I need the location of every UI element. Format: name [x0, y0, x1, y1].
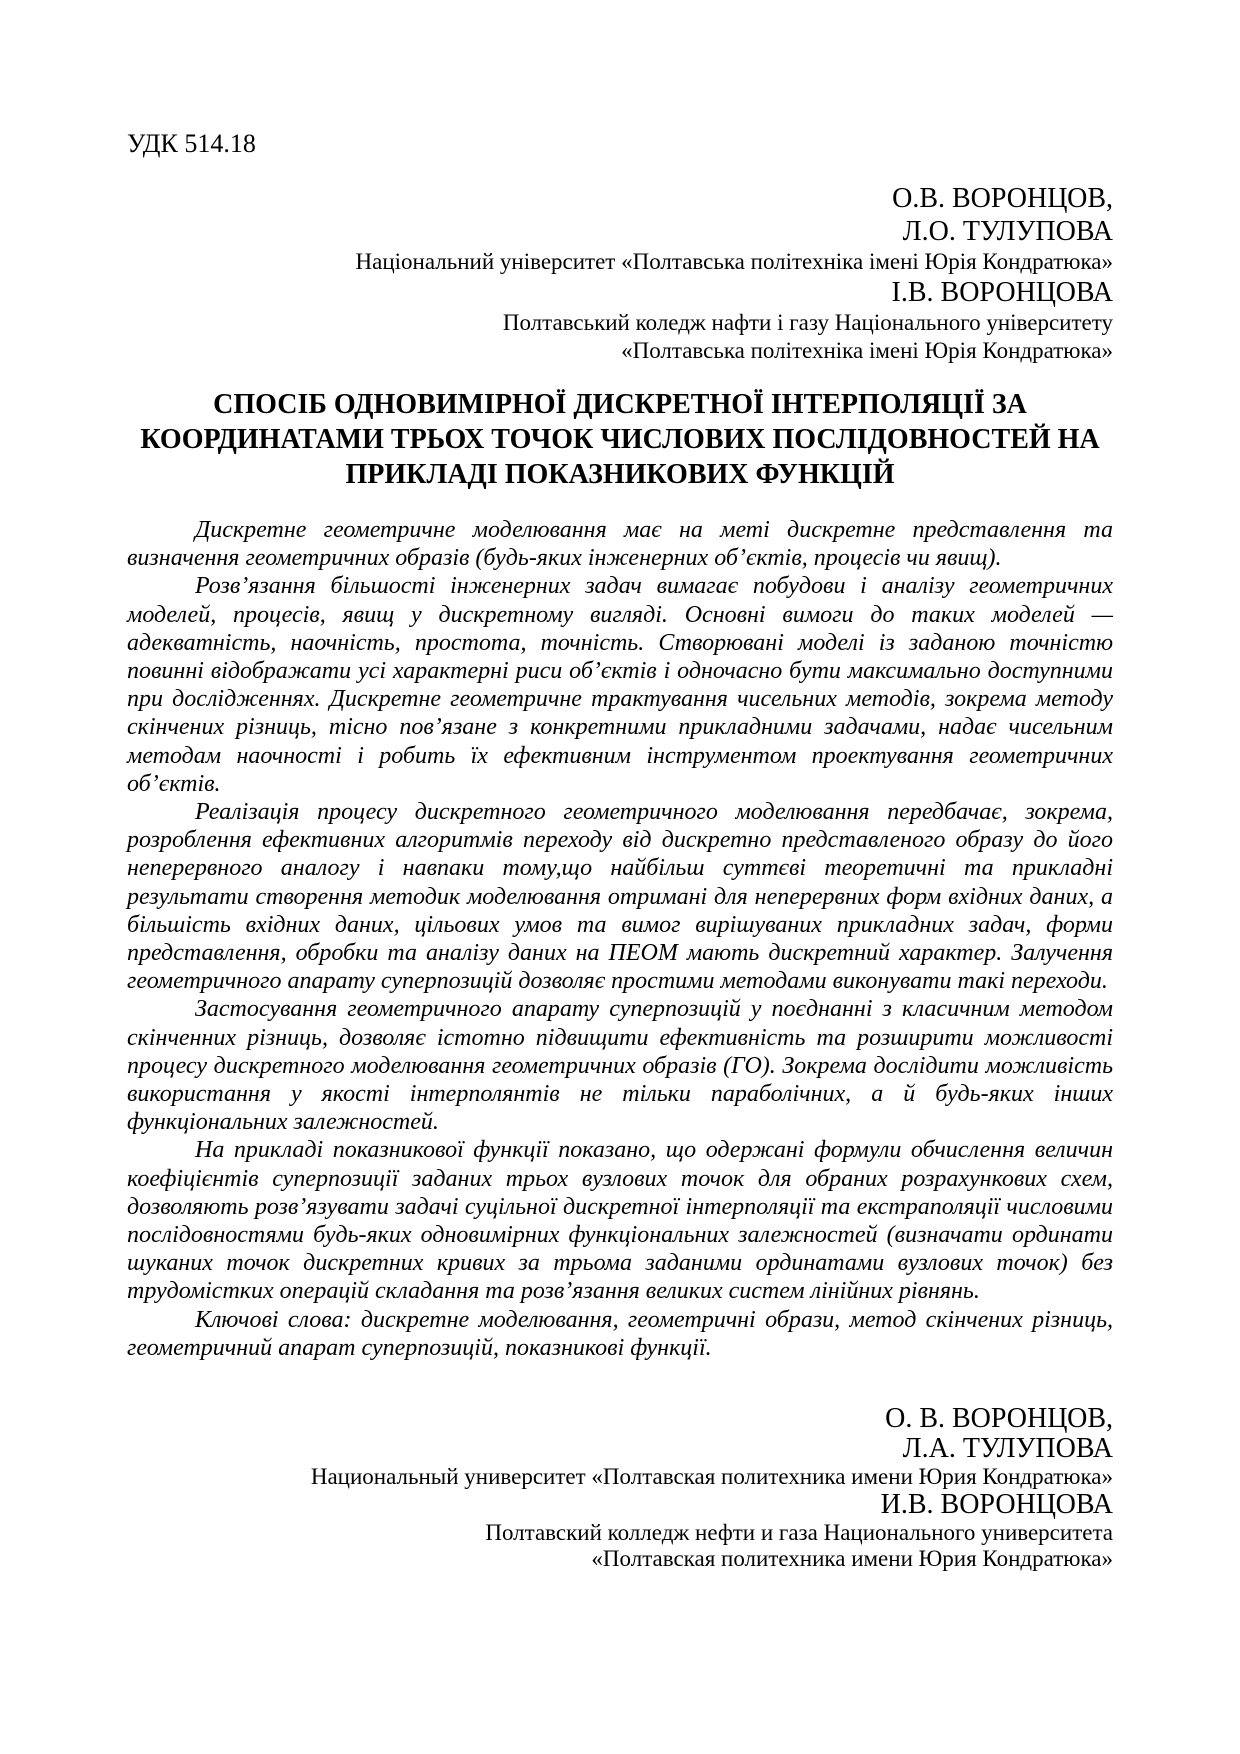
author-affiliation: «Полтавська політехніка імені Юрія Кондратюка»: [621, 338, 1113, 363]
authors-header-ukrainian: [127, 182, 1113, 365]
author-affiliation: Полтавський коледж нафти і газу Національного університету: [502, 310, 1113, 335]
author-affiliation: Национальный университет «Полтавская политехника имени Юрия Кондратюка»: [310, 1464, 1113, 1490]
abstract-paragraph: На прикладі показникової функції показано, що одержані формули обчислення величин коефіцієнтів суперпозиції заданих трьох вузлових точок для обраних розрахункових схем, дозволяють розв’язувати задачі суцільної дискретної інтерполяції та екстраполяції числовими послідовностями будь-яких одновимірних функціональних залежностей (визначати ординати шуканих точок дискретних кривих за трьома заданими ординатами вузлових точок) без трудомістких операцій складання та розв’язання великих систем лінійних рівнянь.: [127, 1137, 1113, 1305]
author-name: О.В. ВОРОНЦОВ,: [892, 183, 1113, 214]
abstract-paragraph: Розв’язання більшості інженерних задач вимагає побудови і аналізу геометричних моделей, процесів, явищ у дискретному вигляді. Основні вимоги до таких моделей — адекватність, наочність, простота, точність. Створювані моделі із заданою точністю повинні відображати усі характерні риси об’єктів і одночасно бути максимально доступними при дослідженнях. Дискретне геометричне трактування чисельних методів, зокрема методу скінчених різниць, тісно пов’язане з конкретними прикладними задачами, надає чисельним методам наочності і робить їх ефективним інструментом проектування геометричних об’єктів.: [127, 573, 1113, 797]
author-name: Л.А. ТУЛУПОВА: [902, 1433, 1113, 1465]
author-affiliation: Полтавский колледж нефти и газа Национального университета: [485, 1520, 1113, 1546]
article-title-line: КООРДИНАТАМИ ТРЬОХ ТОЧОК ЧИСЛОВИХ ПОСЛІДОВНОСТЕЙ НА: [140, 424, 1100, 455]
article-title: [127, 387, 1113, 492]
authors-footer-russian: [127, 1404, 1113, 1572]
author-name: І.В. ВОРОНЦОВА: [891, 277, 1113, 308]
author-affiliation: «Полтавская политехника имени Юрия Кондратюка»: [591, 1546, 1113, 1572]
keywords-paragraph: Ключові слова: дискретне моделювання, геометричні образи, метод скінчених різниць, геометричний апарат суперпозицій, показникові функції.: [127, 1306, 1113, 1361]
abstract-paragraph: Застосування геометричного апарату суперпозицій у поєднанні з класичним методом скінченних різниць, дозволяє істотно підвищити ефективність та розширити можливості процесу дискретного моделювання геометричних образів (ГО). Зокрема дослідити можливість використання у якості інтерполянтів не тільки параболічних, а й будь-яких інших функціональних залежностей.: [127, 996, 1113, 1136]
article-title-line: СПОСІБ ОДНОВИМІРНОЇ ДИСКРЕТНОЇ ІНТЕРПОЛЯЦІЇ ЗА: [213, 389, 1027, 420]
abstract-paragraph: Дискретне геометричне моделювання має на меті дискретне представлення та визначення геометричних образів (будь-яких інженерних об’єктів, процесів чи явищ).: [127, 517, 1113, 572]
author-affiliation: Національний університет «Полтавська політехніка імені Юрія Кондратюка»: [355, 249, 1113, 274]
article-title-line: ПРИКЛАДІ ПОКАЗНИКОВИХ ФУНКЦІЙ: [345, 459, 895, 490]
abstract: [127, 516, 1113, 1362]
author-name: И.В. ВОРОНЦОВА: [880, 1489, 1113, 1521]
author-name: Л.О. ТУЛУПОВА: [902, 216, 1113, 247]
abstract-paragraph: Реалізація процесу дискретного геометричного моделювання передбачає, зокрема, розроблення ефективних алгоритмів переходу від дискретно представленого образу до його неперервного аналогу і навпаки тому,що найбільш суттєві теоретичні та прикладні результати створення методик моделювання отримані для неперервних форм вхідних даних, а більшість вхідних даних, цільових умов та вимог вирішуваних прикладних задач, форми представлення, обробки та аналізу даних на ПЕОМ мають дискретний характер. Залучення геометричного апарату суперпозицій дозволяє простими методами виконувати такі переходи.: [127, 799, 1113, 995]
udc-code: УДК 514.18: [127, 129, 256, 158]
author-name: О. В. ВОРОНЦОВ,: [885, 1403, 1113, 1435]
